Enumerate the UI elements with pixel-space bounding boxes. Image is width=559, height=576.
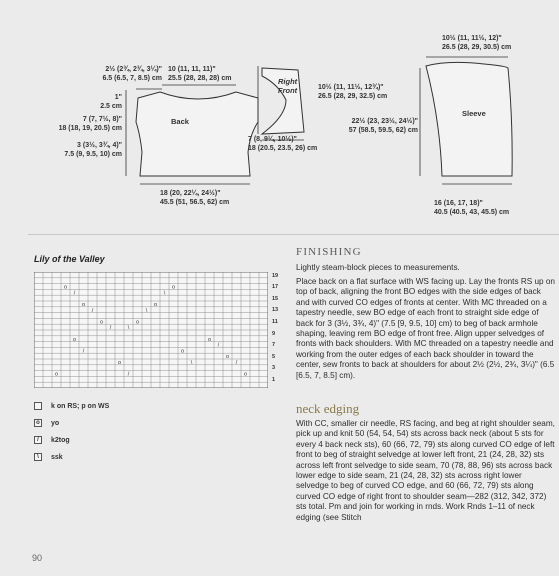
key-ssk: \ ssk: [34, 453, 63, 461]
chart-stitch-symbol: /: [217, 342, 220, 349]
chart-stitch-symbol: \: [145, 307, 148, 314]
chart-stitch-symbol: /: [127, 371, 130, 378]
chart-row-number: 9: [272, 330, 276, 337]
lace-chart-grid: [34, 272, 268, 388]
right-front-label: Right Front: [278, 77, 298, 95]
chart-row-number: 3: [272, 365, 276, 372]
back-shoulder-dimension: 2½ (2¾, 2¾, 3¼)" 6.5 (6.5, 7, 8.5) cm: [102, 66, 162, 82]
sleeve-shape: [426, 62, 512, 176]
finishing-heading: FINISHING: [296, 246, 362, 258]
page-number: 90: [32, 553, 43, 563]
chart-stitch-symbol: o: [153, 302, 158, 308]
backslash-icon: \: [34, 453, 42, 461]
key-knit: k on RS; p on WS: [34, 402, 109, 410]
chart-title: Lily of the Valley: [34, 254, 105, 264]
chart-stitch-symbol: o: [63, 284, 68, 291]
neck-edging-paragraph: With CC, smaller cir needle, RS facing, and beg at right shoulder seam, pick up and knit 50 (54, 54, 54) sts across back neck (about 5 sts for every 4 back neck sts), 60 (66, 72, 79) sts along curved CO edge of left front to beg of straight selvedge at lower left front, 21 (24, 28, 32) sts across left front selvedge to side seam, 70 (78, 88, 96) sts across back lower edge to side seam, 21 (24, 28, 32) sts across right lower selvedge to beg of curved CO edge, and 60 (66, 72, 79) sts along curved CO edge of right front to shoulder seam—282 (312, 342, 372) sts total. Pm and join for working in rnds. Work Rnds 1–11 of neck edging (see Stitch: [296, 419, 555, 522]
back-side-dimension: 3 (3½, 3¾, 4)" 7.5 (9, 9.5, 10) cm: [64, 142, 122, 158]
sleeve-label: Sleeve: [462, 109, 486, 118]
finishing-paragraph-1: Lightly steam-block pieces to measurements.: [296, 263, 460, 272]
chart-row-number: 5: [272, 353, 276, 360]
blank-square-icon: [34, 402, 42, 410]
chart-row-number: 17: [272, 284, 279, 291]
chart-stitch-symbol: \: [190, 360, 193, 366]
chart-stitch-symbol: /: [82, 348, 85, 355]
chart-stitch-symbol: o: [225, 354, 230, 361]
chart-stitch-symbol: o: [180, 348, 185, 355]
neck-edging-heading: neck edging: [296, 401, 360, 416]
key-yo: o yo: [34, 419, 59, 427]
chart-stitch-symbol: o: [243, 371, 248, 378]
chart-row-number: 11: [272, 318, 278, 325]
chart-row-number: 13: [272, 307, 279, 314]
back-width-dimension: 18 (20, 22¼, 24½)" 45.5 (51, 56.5, 62) cm: [160, 190, 230, 206]
finishing-paragraph-2: Place back on a flat surface with WS facing up. Lay the fronts RS up on top of back, aligning the front BO edges with the side edges of back and with curved CO edges of fronts at center. With MC threaded on a tapestry needle, sew BO edge of each front to straight side edge of back for 3 (3½, 3¾, 4)" (7.5 [9, 9.5, 10] cm) to beg of back armhole shaping, leaving rem BO edge of front free. Align upper selvedges of fronts with back shoulders. With MC threaded on a tapestry needle and working from the outer edges of each back shoulder in toward the center, sew fronts to back at shoulders for about 2½ (2½, 2¾, 3¼)" (6.5 [6.5, 7, 8.5] cm).: [296, 277, 555, 380]
front-width-dimension: 7 (8, 9¼, 10½)" 18 (20.5, 23.5, 26) cm: [248, 136, 318, 152]
sleeve-top-dimension: 10½ (11, 11½, 12)" 26.5 (28, 29, 30.5) cm: [442, 35, 512, 51]
chart-stitch-symbol: o: [81, 302, 86, 308]
chart-stitch-symbol: o: [171, 284, 176, 291]
chart-stitch-symbol: \: [163, 290, 166, 297]
sleeve-length-dimension: 22½ (23, 23½, 24½)" 57 (58.5, 59.5, 62) cm: [348, 118, 418, 134]
chart-stitch-symbol: \: [127, 325, 130, 332]
chart-row-number: 1: [272, 376, 276, 383]
front-length-dimension: 10½ (11, 11½, 12¾)" 26.5 (28, 29, 32.5) cm: [318, 84, 388, 100]
section-divider: [28, 234, 559, 235]
chart-row-number: 7: [272, 342, 276, 349]
chart-stitch-symbol: /: [73, 290, 76, 297]
slash-icon: /: [34, 436, 42, 444]
back-neck-depth-dimension: 1" 2.5 cm: [100, 94, 122, 110]
chart-stitch-symbol: o: [117, 360, 122, 366]
chart-stitch-symbol: o: [72, 336, 77, 343]
chart-stitch-symbol: o: [135, 319, 140, 326]
chart-row-number: 15: [272, 295, 279, 302]
chart-row-number: 19: [272, 272, 279, 279]
chart-stitch-symbol: o: [99, 319, 104, 326]
key-k2tog: / k2tog: [34, 436, 70, 444]
circle-icon: o: [34, 419, 42, 427]
sleeve-bottom-dimension: 16 (16, 17, 18)" 40.5 (40.5, 43, 45.5) cm: [434, 200, 510, 216]
back-shape: [136, 92, 258, 176]
back-neck-dimension: 10 (11, 11, 11)" 25.5 (28, 28, 28) cm: [168, 66, 232, 82]
chart-stitch-symbol: /: [235, 360, 238, 366]
chart-stitch-symbol: /: [109, 325, 112, 332]
chart-stitch-symbol: /: [91, 307, 94, 314]
chart-stitch-symbol: o: [207, 336, 212, 343]
chart-stitch-symbol: o: [54, 371, 59, 378]
back-label: Back: [171, 117, 189, 126]
back-armhole-dimension: 7 (7, 7½, 8)" 18 (18, 19, 20.5) cm: [58, 116, 122, 132]
